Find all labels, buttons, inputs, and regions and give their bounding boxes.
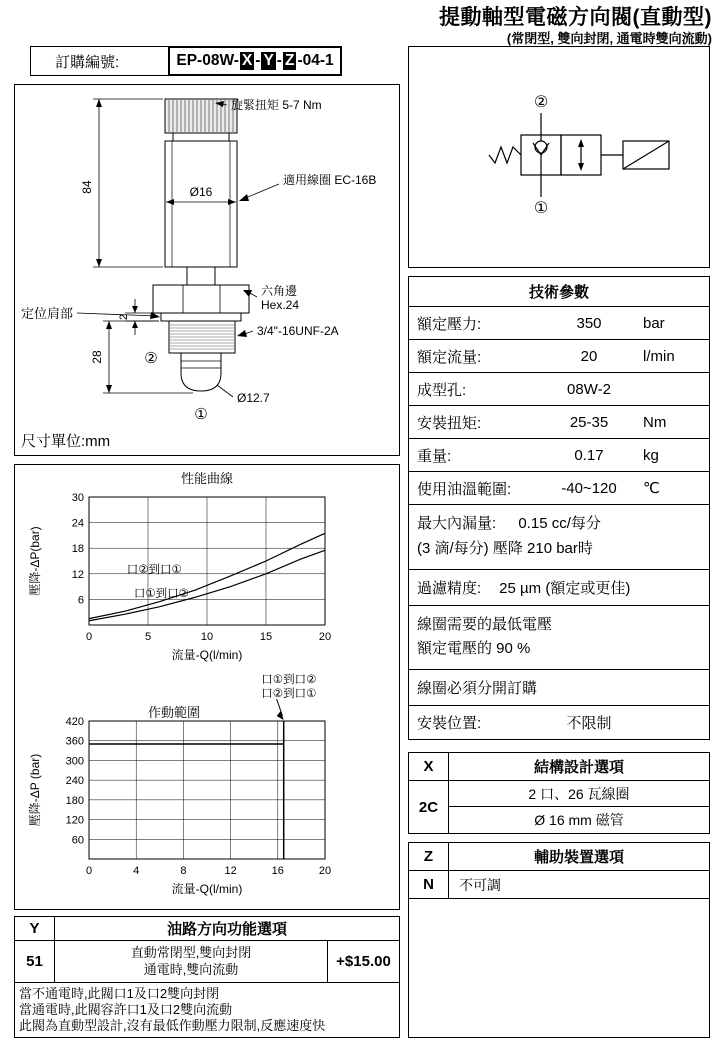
x-key: X xyxy=(409,753,449,780)
check-ball xyxy=(535,141,547,153)
spec-row xyxy=(409,439,709,472)
z-header-title: 輔助裝置選項 xyxy=(533,849,624,866)
z-key: Z xyxy=(409,843,449,870)
thread-annotation: 3/4"-16UNF-2A xyxy=(257,324,339,338)
specs-header: 技術參數 xyxy=(409,277,709,307)
z-option-row xyxy=(409,871,709,899)
y-row-description xyxy=(55,941,327,982)
port1-marker: ① xyxy=(194,406,208,423)
dia127-dimension: Ø12.7 xyxy=(237,391,270,405)
spec-label: 使用油溫範圍: xyxy=(417,480,512,498)
x-tick-label: 12 xyxy=(224,865,237,877)
valve-drawing-panel xyxy=(14,84,400,456)
chart-title: 作動範圍 xyxy=(147,705,201,720)
spec-value: 25-35 xyxy=(569,413,609,431)
y-header-title: 油路方向功能選項 xyxy=(166,921,287,938)
order-number-label: 訂購編號: xyxy=(55,53,120,71)
spec-label: 額定流量: xyxy=(417,348,482,366)
note-line: 當不通電時,此閥口1及口2雙向封閉 xyxy=(19,986,220,1002)
x-tick-label: 16 xyxy=(271,865,284,877)
locating-shoulder xyxy=(161,313,241,321)
x-axis-label: 流量-Q(l/min) xyxy=(171,648,243,662)
curve-label: 口②到口① xyxy=(126,563,182,576)
symbol-port1: ① xyxy=(533,200,549,217)
y-option-table xyxy=(14,916,400,1038)
leakage-detail: (3 滴/每分) 壓降 210 bar時 xyxy=(417,539,593,557)
x-option-table xyxy=(408,752,710,834)
spec-value: 20 xyxy=(580,347,598,365)
x-tick-label: 0 xyxy=(85,631,93,643)
order-code-sep: - xyxy=(276,52,282,69)
hydraulic-symbol-panel xyxy=(408,46,710,268)
leakage-value: 0.15 cc/每分 xyxy=(518,515,601,532)
y-tick-label: 120 xyxy=(65,814,84,827)
note-line: 此閥為直動型設計,沒有最低作動壓力限制,反應速度快 xyxy=(19,1018,326,1034)
page-subtitle: (常閉型, 雙向封閉, 通電時雙向流動) xyxy=(506,31,712,46)
callout-label: 口②到口① xyxy=(261,688,317,700)
dim-28: 28 xyxy=(90,350,104,364)
order-code-x-chip: X xyxy=(241,52,253,69)
operating-range-chart xyxy=(25,669,365,909)
y-tick-label: 12 xyxy=(71,568,84,581)
y-tick-label: 30 xyxy=(71,492,84,504)
z-row-key: N xyxy=(409,871,449,898)
order-code-y-chip: Y xyxy=(263,52,274,69)
coil-annotation: 適用線圈 EC-16B xyxy=(283,173,377,187)
curve-label: 口①到口② xyxy=(133,587,189,600)
order-code-suffix: -04-1 xyxy=(297,52,334,69)
order-code-z-chip: Z xyxy=(284,52,295,69)
voltage-line2: 額定電壓的 90 % xyxy=(417,640,531,658)
spec-row xyxy=(409,406,709,439)
x-tick-label: 5 xyxy=(144,631,152,643)
performance-curve-chart xyxy=(25,467,365,667)
z-table-header xyxy=(409,843,709,871)
y-tick-label: 240 xyxy=(65,775,84,788)
y-key: Y xyxy=(15,917,55,940)
spec-value: -40~120 xyxy=(561,479,617,497)
spec-label: 額定壓力: xyxy=(417,315,482,333)
spring-symbol xyxy=(489,147,521,163)
dim-84: 84 xyxy=(80,180,94,194)
y-table-header xyxy=(15,917,399,941)
mounting-value: 不限制 xyxy=(566,715,612,732)
poppet-nose xyxy=(181,353,221,391)
charts-panel xyxy=(14,464,400,910)
spec-label: 安裝扭矩: xyxy=(417,414,482,432)
y-tick-label: 24 xyxy=(71,517,84,530)
x-row-line1: 2 口、26 瓦線圈 xyxy=(449,781,709,807)
note-line: 當通電時,此閥容許口1及口2雙向流動 xyxy=(19,1002,233,1018)
spec-unit: ℃ xyxy=(643,480,660,497)
symbol-port2: ② xyxy=(533,94,549,111)
leakage-label: 最大內漏量: xyxy=(417,515,497,532)
coil-order-note: 線圈必須分開訂購 xyxy=(409,670,709,706)
voltage-line1: 線圈需要的最低電壓 xyxy=(417,615,553,633)
y-tick-label: 420 xyxy=(65,716,84,728)
x-tick-label: 20 xyxy=(318,865,332,877)
y-tick-label: 300 xyxy=(65,755,84,768)
dim-2: 2 xyxy=(118,313,130,321)
x-tick-label: 20 xyxy=(318,631,332,643)
order-number-box xyxy=(30,46,342,76)
x-tick-label: 4 xyxy=(133,865,140,877)
y-axis-label: 壓降-ΔP(bar) xyxy=(28,526,42,596)
dimension-unit-note: 尺寸單位:mm xyxy=(21,433,111,450)
hex-size-annotation: Hex.24 xyxy=(261,298,300,312)
y-tick-label: 360 xyxy=(65,735,84,748)
port2-marker: ② xyxy=(144,350,158,367)
mounting-label: 安裝位置: xyxy=(417,715,482,732)
voltage-spec xyxy=(409,606,709,671)
y-row-line2: 通電時,雙向流動 xyxy=(143,961,239,977)
spec-row xyxy=(409,307,709,340)
hydraulic-symbol xyxy=(409,47,709,267)
x-axis-label: 流量-Q(l/min) xyxy=(171,882,243,896)
spec-unit: bar xyxy=(643,314,665,332)
x-tick-label: 0 xyxy=(85,865,93,877)
hex-nut xyxy=(153,285,249,313)
plot-border xyxy=(89,721,325,859)
x-option-row xyxy=(409,781,709,833)
y-tick-label: 6 xyxy=(77,594,84,607)
y-row-line1: 直動常閉型,雙向封閉 xyxy=(130,944,252,960)
filtration-value: 25 µm (額定或更佳) xyxy=(499,579,631,597)
spec-value: 350 xyxy=(576,314,602,332)
x-row-key: 2C xyxy=(409,781,449,833)
function-notes xyxy=(15,983,399,1037)
y-tick-label: 60 xyxy=(71,834,84,847)
y-row-key: 51 xyxy=(15,941,55,982)
y-tick-label: 18 xyxy=(71,543,84,556)
z-row-value: 不可調 xyxy=(459,876,501,893)
order-code xyxy=(168,46,342,76)
spec-value: 08W-2 xyxy=(567,380,611,398)
spec-label: 成型孔: xyxy=(417,381,467,399)
mounting-spec xyxy=(409,706,709,739)
callout-label: 口①到口② xyxy=(261,674,317,686)
y-tick-label: 180 xyxy=(65,794,84,807)
filtration-label: 過濾精度: xyxy=(417,579,482,597)
chart-title: 性能曲線 xyxy=(180,471,234,486)
leakage-spec xyxy=(409,505,709,570)
hex-annotation: 六角邊 xyxy=(261,284,298,298)
x-tick-label: 8 xyxy=(180,865,187,877)
x-header-title: 結構設計選項 xyxy=(533,759,624,776)
spec-unit: kg xyxy=(643,446,659,464)
x-row-line2: Ø 16 mm 磁管 xyxy=(534,812,624,828)
spec-unit: l/min xyxy=(643,347,675,365)
y-option-row xyxy=(15,941,399,983)
spec-row xyxy=(409,472,709,505)
shoulder-annotation: 定位肩部 xyxy=(21,306,74,321)
order-code-sep: - xyxy=(255,52,261,69)
order-code-prefix: EP-08W- xyxy=(176,52,239,69)
spec-unit: Nm xyxy=(643,413,667,431)
page-title: 提動軸型電磁方向閥(直動型) xyxy=(439,6,712,29)
valve-drawing xyxy=(15,85,399,455)
y-row-price: +$15.00 xyxy=(327,941,399,982)
x-tick-label: 15 xyxy=(259,631,273,643)
tech-specs-table xyxy=(408,276,710,740)
torque-annotation: 旋緊扭矩 5-7 Nm xyxy=(231,98,322,112)
spec-value: 0.17 xyxy=(574,446,604,464)
filtration-spec xyxy=(409,570,709,606)
z-option-table xyxy=(408,842,710,1038)
coil-tube xyxy=(165,141,237,267)
x-tick-label: 10 xyxy=(200,631,214,643)
x-table-header xyxy=(409,753,709,781)
spec-label: 重量: xyxy=(417,447,452,465)
spec-row xyxy=(409,340,709,373)
dia16-dimension: Ø16 xyxy=(189,185,213,199)
spec-row xyxy=(409,373,709,406)
y-axis-label: 壓降-ΔP (bar) xyxy=(28,753,42,827)
